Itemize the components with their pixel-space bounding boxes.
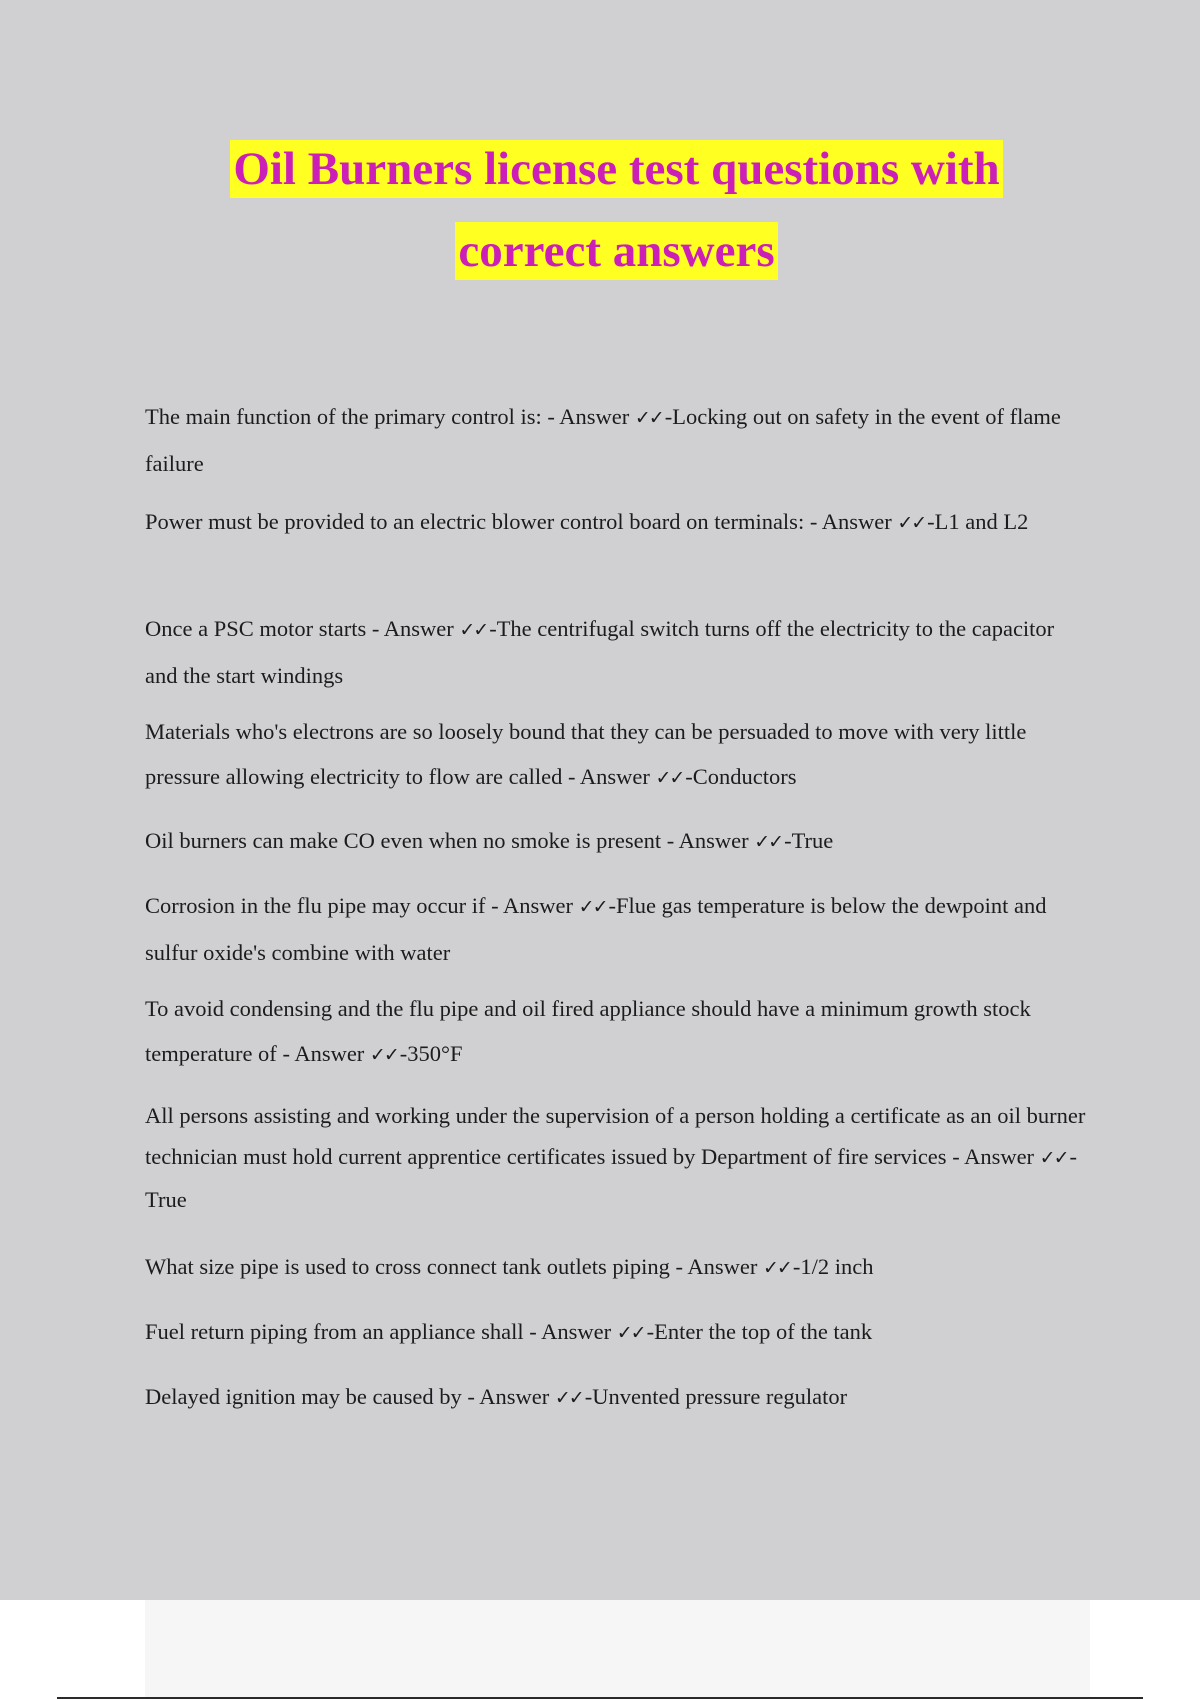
footer-strip: [145, 1600, 1090, 1697]
answer-label: - Answer: [485, 893, 579, 918]
answer-text: 350°F: [407, 1041, 463, 1066]
answer-text: Enter the top of the tank: [654, 1319, 873, 1344]
check-icon: ✓✓: [369, 1044, 398, 1066]
answer-label: - Answer: [669, 1254, 763, 1279]
question-item-4: Materials who's electrons are so loosely bound that they can be persuaded to move with very little pressure allowing electricity to flow are called - Answer ✓✓-Conductors: [145, 719, 1027, 789]
page-footer: [0, 1600, 1200, 1700]
answer-text: True: [145, 1187, 187, 1212]
check-icon: ✓✓: [554, 1387, 583, 1409]
check-icon: ✓✓: [634, 407, 663, 429]
question-item-9: What size pipe is used to cross connect tank outlets piping - Answer ✓✓-1/2 inch: [145, 1254, 874, 1279]
answer-label: - Answer: [541, 404, 635, 429]
answer-text: Conductors: [692, 764, 797, 789]
answer-label: - Answer: [523, 1319, 617, 1344]
footer-divider: [57, 1697, 1143, 1699]
question-text: Power must be provided to an electric blower control board on terminals:: [145, 509, 805, 534]
question-item-3: Once a PSC motor starts - Answer ✓✓-The centrifugal switch turns off the electricity to the capacitor and the start windings: [145, 616, 1055, 688]
question-text: Fuel return piping from an appliance shall: [145, 1319, 524, 1344]
document-title: [0, 140, 1200, 280]
answer-label: - Answer: [366, 616, 460, 641]
check-icon: ✓✓: [578, 896, 607, 918]
question-item-8: All persons assisting and working under the supervision of a person holding a certificate as an oil burner technician must hold current apprentice certificates issued by Department of fire services - Answer ✓✓-True: [145, 1103, 1086, 1212]
question-item-10: Fuel return piping from an appliance shall - Answer ✓✓-Enter the top of the tank: [145, 1319, 873, 1344]
question-text: Once a PSC motor starts: [145, 616, 367, 641]
question-text: Delayed ignition may be caused by: [145, 1384, 462, 1409]
answer-label: - Answer: [461, 1384, 555, 1409]
question-item-7: To avoid condensing and the flu pipe and oil fired appliance should have a minimum growth stock temperature of - Answer ✓✓-350°F: [145, 996, 1031, 1066]
title-line-1: Oil Burners license test questions with: [230, 140, 1002, 198]
question-text: Oil burners can make CO even when no smoke is present: [145, 828, 662, 853]
answer-text: Flue gas temperature is below the dewpoint and sulfur oxide's combine with water: [145, 893, 1047, 965]
check-icon: ✓✓: [459, 619, 488, 641]
question-text: All persons assisting and working under the supervision of a person holding a certificate as an oil burner technician must hold current apprentice certificates issued by Department of fire services: [145, 1103, 1086, 1169]
check-icon: ✓✓: [897, 512, 926, 534]
question-item-1: The main function of the primary control is: - Answer ✓✓-Locking out on safety in the event of flame failure: [145, 404, 1061, 476]
check-icon: ✓✓: [763, 1257, 791, 1279]
question-text: Corrosion in the flu pipe may occur if: [145, 893, 486, 918]
question-item-2: Power must be provided to an electric blower control board on terminals: - Answer ✓✓-L1 and L2: [145, 509, 1029, 534]
question-text: What size pipe is used to cross connect tank outlets piping: [145, 1254, 670, 1279]
check-icon: ✓✓: [655, 767, 684, 789]
answer-label: - Answer: [804, 509, 898, 534]
question-text: Materials who's electrons are so loosely bound that they can be persuaded to move with very little pressure allowing electricity to flow are called: [145, 719, 1027, 789]
check-icon: ✓✓: [1039, 1147, 1068, 1169]
answer-label: - Answer: [661, 828, 755, 853]
question-item-6: Corrosion in the flu pipe may occur if - Answer ✓✓-Flue gas temperature is below the dewpoint and sulfur oxide's combine with water: [145, 893, 1047, 965]
answer-text: Locking out on safety in the event of flame failure: [145, 404, 1061, 476]
question-text: The main function of the primary control is:: [145, 404, 542, 429]
check-icon: ✓✓: [616, 1322, 645, 1344]
question-item-11: Delayed ignition may be caused by - Answer ✓✓-Unvented pressure regulator: [145, 1384, 848, 1409]
answer-label: - Answer: [946, 1144, 1040, 1169]
answer-text: True: [791, 828, 834, 853]
question-text: To avoid condensing and the flu pipe and oil fired appliance should have a minimum growth stock temperature of: [145, 996, 1031, 1066]
title-line-2: correct answers: [455, 222, 777, 280]
answer-label: - Answer: [562, 764, 656, 789]
answer-label: - Answer: [276, 1041, 370, 1066]
answer-text: L1 and L2: [934, 509, 1029, 534]
check-icon: ✓✓: [754, 831, 783, 853]
answer-text: Unvented pressure regulator: [592, 1384, 848, 1409]
answer-text: 1/2 inch: [800, 1254, 874, 1279]
answer-text: The centrifugal switch turns off the electricity to the capacitor and the start windings: [145, 616, 1055, 688]
question-item-5: Oil burners can make CO even when no smoke is present - Answer ✓✓-True: [145, 828, 834, 853]
